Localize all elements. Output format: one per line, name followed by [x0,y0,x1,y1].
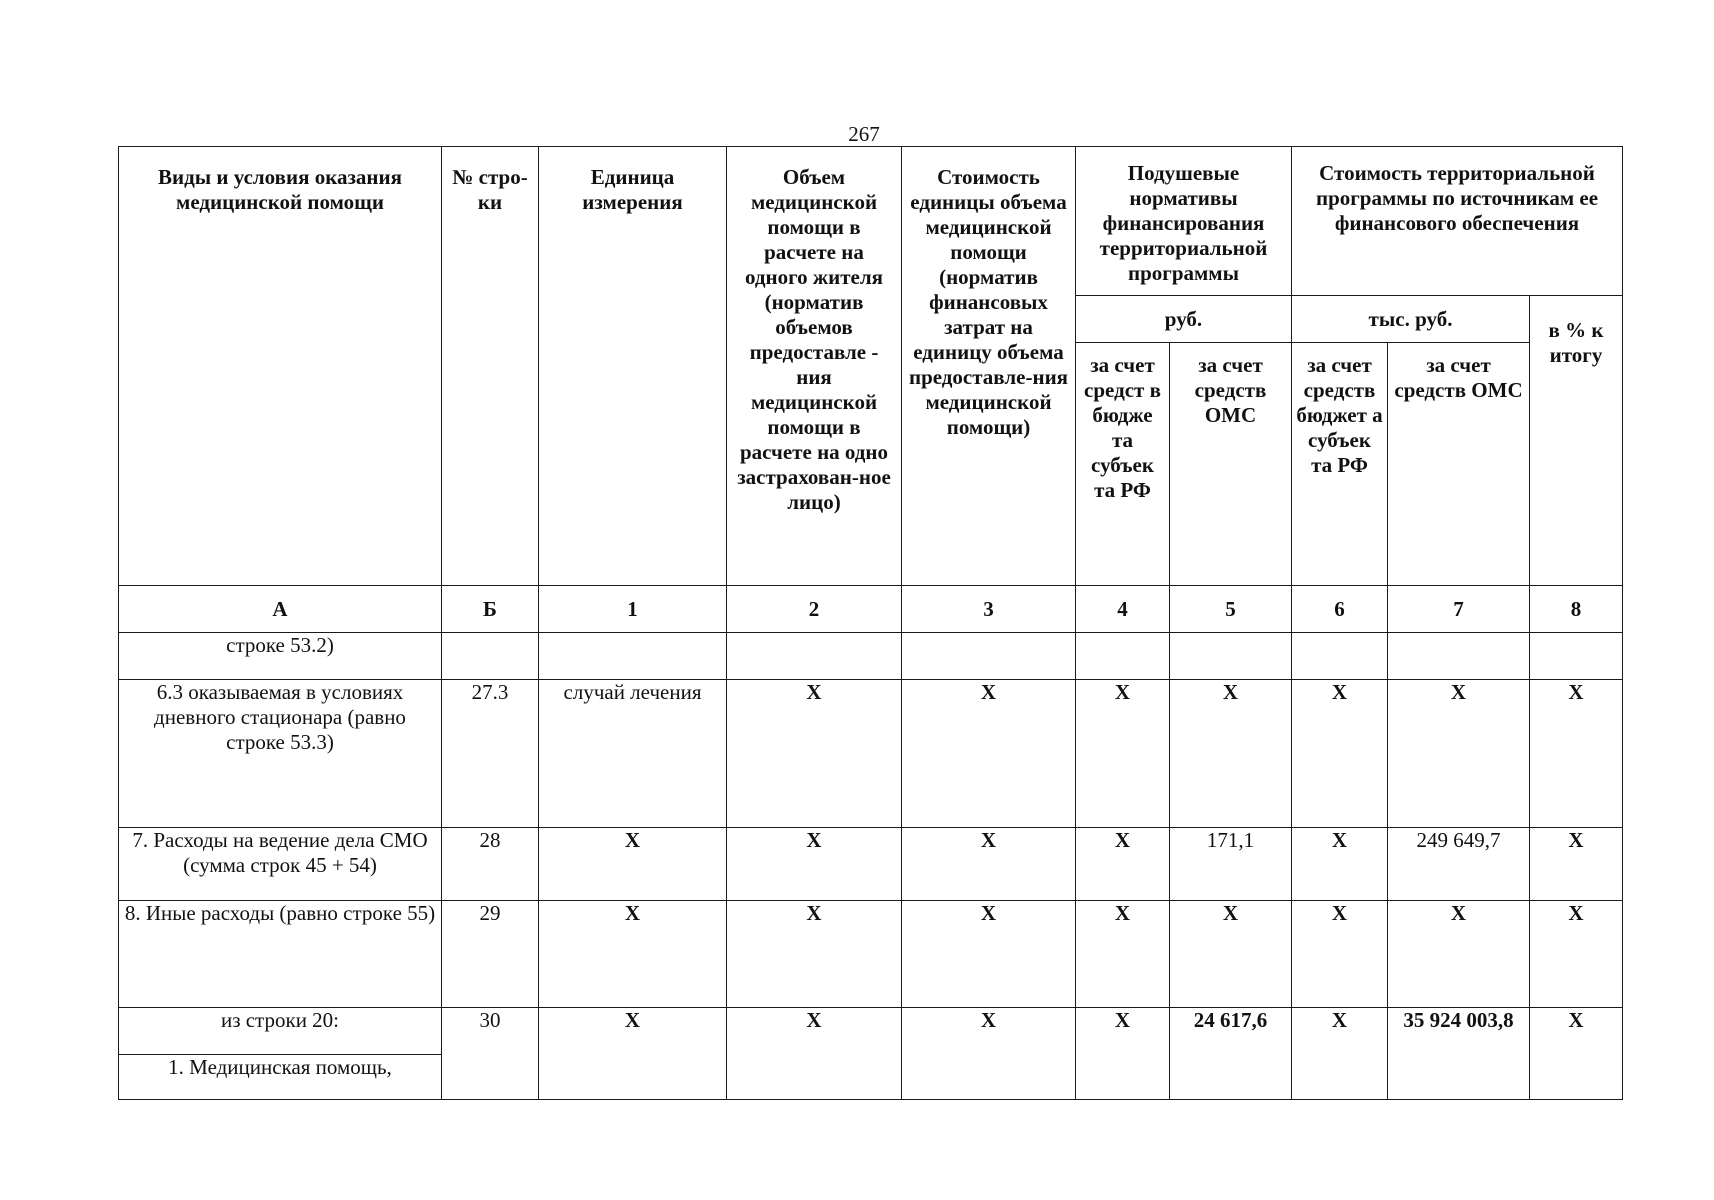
row-cell: 27.3 [442,680,539,828]
row-cell: Х [539,1008,727,1100]
row-cell: Х [1076,680,1170,828]
row-cell: Х [1388,901,1530,1008]
column-number: 3 [902,586,1076,633]
row-name: 6.3 оказываемая в условиях дневного стационара (равно строке 53.3) [119,680,442,828]
column-number: 1 [539,586,727,633]
row-cell: Х [1076,828,1170,901]
header-col-1: Единица измерения [539,147,727,586]
row-cell: Х [1170,680,1292,828]
row-cell: Х [1388,680,1530,828]
row-name: 8. Иные расходы (равно строке 55) [119,901,442,1008]
row-cell: Х [539,901,727,1008]
header-col-5: за счет средств ОМС [1170,343,1292,586]
table-row [119,680,1623,828]
table-row [119,828,1623,901]
header-col-2: Объем медицинской помощи в расчете на одного жителя (норматив объемов предоставле - ния медицинской помощи в расчете на одно застрахован-ное лицо) [727,147,902,586]
row-cell [1170,633,1292,680]
row-cell: Х [1292,680,1388,828]
page-number: 267 [848,122,880,146]
column-number-row [119,586,1623,633]
financing-table [118,146,1623,1100]
row-cell: 24 617,6 [1170,1008,1292,1100]
column-number: 7 [1388,586,1530,633]
column-number: 4 [1076,586,1170,633]
header-unit-thousand-rub: тыс. руб. [1292,296,1530,343]
column-number: 5 [1170,586,1292,633]
row-cell [442,633,539,680]
row-cell [727,633,902,680]
header-unit-rub: руб. [1076,296,1292,343]
row-cell: Х [902,901,1076,1008]
row-cell: Х [1292,1008,1388,1100]
row-cell: Х [902,1008,1076,1100]
row-cell: 35 924 003,8 [1388,1008,1530,1100]
header-col-a: Виды и условия оказания медицинской помощи [119,147,442,586]
table-row [119,901,1623,1008]
table-row [119,1008,1623,1055]
row-name: 7. Расходы на ведение дела СМО (сумма строк 45 + 54) [119,828,442,901]
row-cell: Х [727,680,902,828]
row-name-heading: из строки 20: [119,1008,442,1055]
column-number: 6 [1292,586,1388,633]
row-name: строке 53.2) [119,633,442,680]
row-cell: Х [1076,1008,1170,1100]
row-cell: Х [1292,828,1388,901]
row-cell [1388,633,1530,680]
column-number: 2 [727,586,902,633]
header-col-3: Стоимость единицы объема медицинской помощи (норматив финансовых затрат на единицу объема предоставле-ния медицинской помощи) [902,147,1076,586]
header-group-cost: Стоимость территориальной программы по источникам ее финансового обеспечения [1292,147,1623,296]
header-col-b: № стро-ки [442,147,539,586]
row-cell: 29 [442,901,539,1008]
row-cell [1076,633,1170,680]
table-row [119,633,1623,680]
row-cell: Х [902,680,1076,828]
header-col-4: за счет средст в бюдже та субъек та РФ [1076,343,1170,586]
row-cell: Х [1292,901,1388,1008]
row-cell: Х [1170,901,1292,1008]
column-number: Б [442,586,539,633]
header-group-per-capita: Подушевые нормативы финансирования территориальной программы [1076,147,1292,296]
row-cell: 30 [442,1008,539,1100]
row-cell [902,633,1076,680]
header-col-8: в % к итогу [1530,296,1623,586]
header-col-6: за счет средств бюджет а субъек та РФ [1292,343,1388,586]
row-cell: Х [1530,1008,1623,1100]
row-name: 1. Медицинская помощь, [119,1055,442,1100]
row-cell [1530,633,1623,680]
row-cell: Х [1530,901,1623,1008]
row-cell: Х [1076,901,1170,1008]
column-number: 8 [1530,586,1623,633]
row-cell: случай лечения [539,680,727,828]
row-cell: Х [727,901,902,1008]
row-cell: 171,1 [1170,828,1292,901]
row-cell: Х [902,828,1076,901]
row-cell [539,633,727,680]
row-cell: Х [539,828,727,901]
row-cell: Х [727,1008,902,1100]
row-cell: 249 649,7 [1388,828,1530,901]
row-cell [1292,633,1388,680]
row-cell: 28 [442,828,539,901]
row-cell: Х [1530,680,1623,828]
column-number: А [119,586,442,633]
header-col-7: за счет средств ОМС [1388,343,1530,586]
row-cell: Х [727,828,902,901]
row-cell: Х [1530,828,1623,901]
